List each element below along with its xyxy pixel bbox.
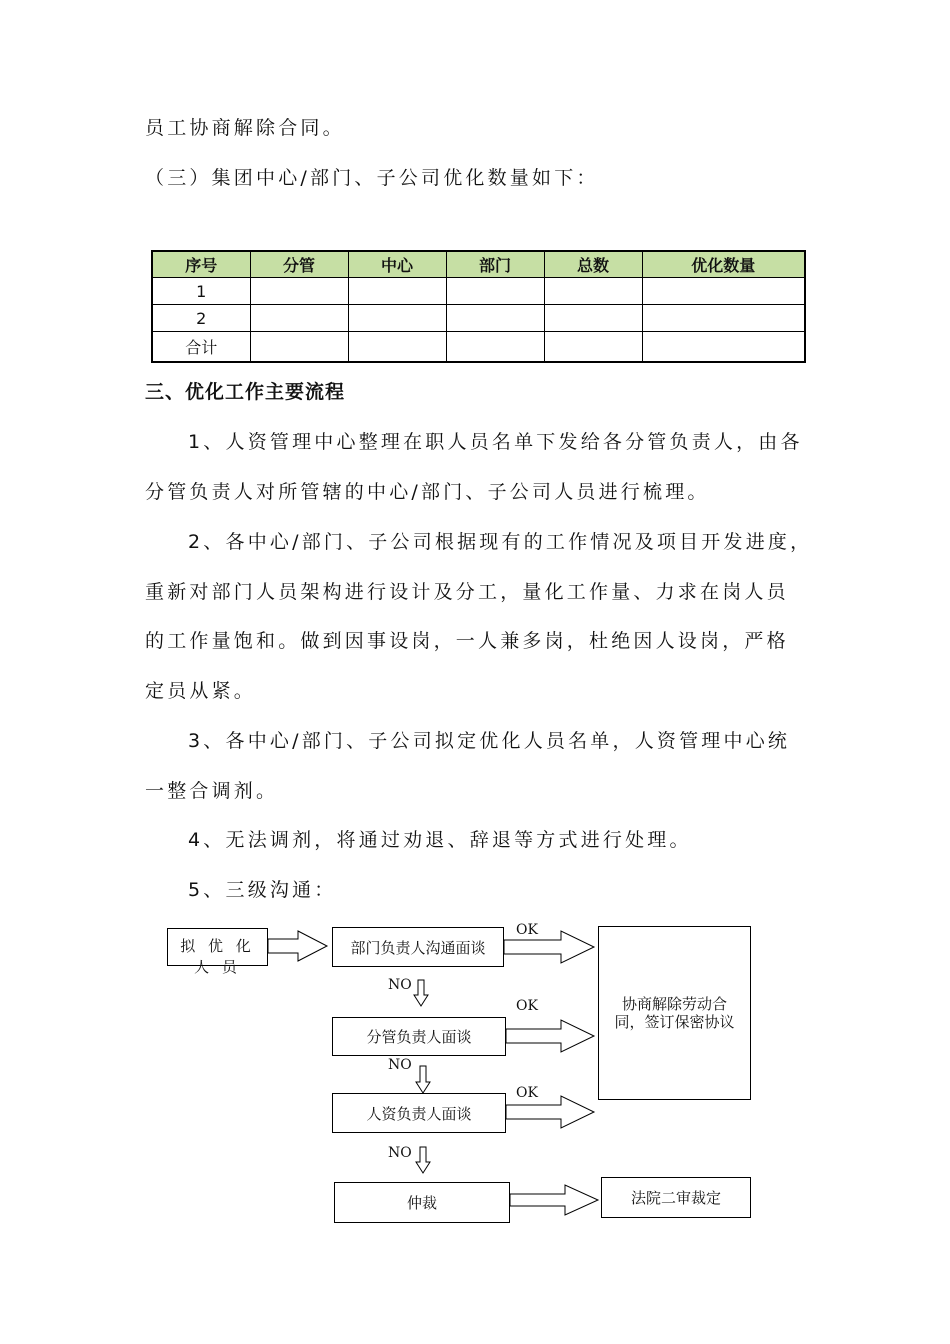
arrow-right-icon: [268, 931, 327, 961]
table-cell: 合计: [152, 332, 250, 363]
arrow-right-icon: [510, 1185, 598, 1215]
no-label: NO: [388, 1057, 412, 1073]
paragraph-line: 分管负责人对所管辖的中心/部门、子公司人员进行梳理。: [145, 481, 710, 503]
arrow-down-icon: [416, 1066, 430, 1093]
arrow-right-icon: [506, 1020, 594, 1052]
no-label: NO: [388, 977, 412, 993]
paragraph-line: 重新对部门人员架构进行设计及分工，量化工作量、力求在岗人员: [145, 581, 789, 603]
flow-step1-box: 部门负责人沟通面谈: [332, 927, 504, 967]
paragraph-line: 1、人资管理中心整理在职人员名单下发给各分管负责人，由各: [188, 431, 803, 453]
flow-final-box: 法院二审裁定: [601, 1177, 751, 1218]
paragraph-line: 的工作量饱和。做到因事设岗，一人兼多岗，杜绝因人设岗，严格: [145, 630, 789, 652]
arrow-down-icon: [414, 980, 428, 1006]
header-cell: 分管: [250, 251, 348, 278]
flow-step4-box: 仲裁: [334, 1182, 510, 1223]
header-cell: 序号: [152, 251, 250, 278]
ok-label: OK: [516, 998, 538, 1014]
flow-step3-box: 人资负责人面谈: [332, 1093, 506, 1133]
table-cell: 1: [152, 278, 250, 305]
arrow-down-icon: [416, 1147, 430, 1173]
ok-label: OK: [516, 922, 538, 938]
paragraph-line: 2、各中心/部门、子公司根据现有的工作情况及项目开发进度，: [188, 531, 813, 553]
paragraph-line: 定员从紧。: [145, 680, 257, 702]
header-cell: 总数: [544, 251, 642, 278]
paragraph-line: 一整合调剂。: [145, 780, 279, 802]
flow-start-box: 拟 优 化 人 员: [167, 928, 268, 966]
paragraph-line: 4、无法调剂，将通过劝退、辞退等方式进行处理。: [188, 829, 692, 851]
header-cell: 优化数量: [642, 251, 805, 278]
ok-label: OK: [516, 1085, 538, 1101]
paragraph-line: 3、各中心/部门、子公司拟定优化人员名单，人资管理中心统: [188, 730, 791, 752]
flow-result-box: 协商解除劳动合同，签订保密协议: [598, 926, 751, 1100]
no-label: NO: [388, 1145, 412, 1161]
table-cell: 2: [152, 305, 250, 332]
section-subtitle: （三）集团中心/部门、子公司优化数量如下：: [145, 167, 599, 189]
header-cell: 中心: [348, 251, 446, 278]
paragraph-continuation: 员工协商解除合同。: [145, 117, 345, 139]
flow-step2-box: 分管负责人面谈: [332, 1017, 506, 1056]
header-cell: 部门: [446, 251, 544, 278]
paragraph-line: 5、三级沟通：: [188, 879, 337, 901]
section-heading: 三、优化工作主要流程: [145, 381, 346, 403]
